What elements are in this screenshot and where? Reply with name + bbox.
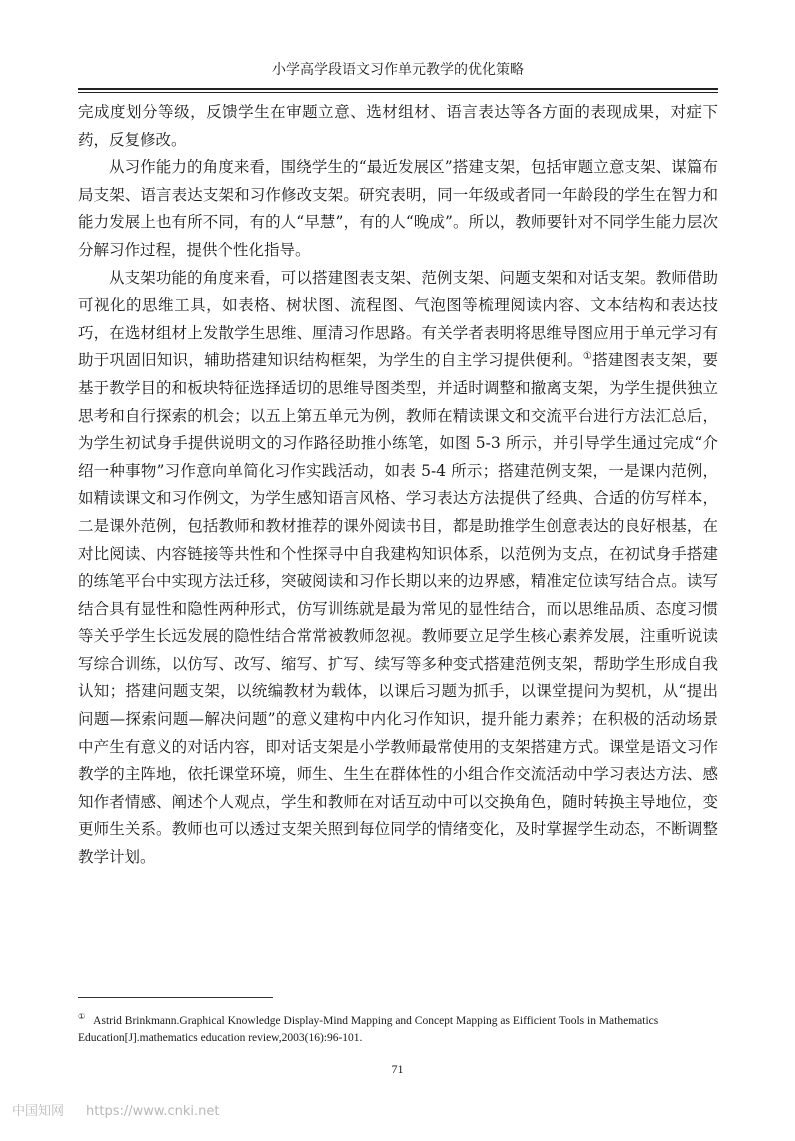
header-rule-thick — [78, 88, 718, 90]
paragraph-continuation: 完成度划分等级，反馈学生在审题立意、选材组材、语言表达等各方面的表现成果，对症下药，反复修改。 — [78, 103, 718, 149]
header-rule-thin — [78, 92, 718, 93]
footnote-reference[interactable]: ① — [582, 351, 593, 363]
footnote-rule — [78, 997, 273, 998]
cnki-watermark — [12, 1100, 219, 1119]
paragraph-ability: 从习作能力的角度来看，围绕学生的“最近发展区”搭建支架，包括审题立意支架、谋篇布局支架、语言表达支架和习作修改支架。研究表明，同一年级或者同一年龄段的学生在智力和能力发展上也有所不同，有的人“早慧”，有的人“晚成”。所以，教师要针对不同学生能力层次分解习作过程，提供个性化指导。 — [78, 158, 718, 259]
watermark-brand: 中国知网 — [12, 1104, 65, 1119]
paragraph-function-part2: 搭建图表支架，要基于教学目的和板块特征选择适切的思维导图类型，并适时调整和撤离支架，为学生提供独立思考和自行探索的机会；以五上第五单元为例，教师在精读课文和交流平台进行方法汇总后，为学生初试身手提供说明文的习作路径助推小练笔，如图 5-3 所示，并引导学生通过完成“介绍一种事物”习作意向单简化习作实践活动，如表 5-4 所示；搭建范例支架，一是课内范例，如精读课文和习作例文，为学生感知语言风格、学习表达方法提供了经典、合适的仿写样本，二是课外范例，包括教师和教材推荐的课外阅读书目，都是助推学生创意表达的良好根基，在对比阅读、内容链接等共性和个性探寻中自我建构知识体系，以范例为支点，在初试身手搭建的练笔平台中实现方法迁移，突破阅读和习作长期以来的边界感，精准定位读写结合点。读写结合具有显性和隐性两种形式，仿写训练就是最为常见的显性结合，而以思维品质、态度习惯等关乎学生长远发展的隐性结合常常被教师忽视。教师要立足学生核心素养发展，注重听说读写综合训练，以仿写、改写、缩写、扩写、续写等多种变式搭建范例支架，帮助学生形成自我认知；搭建问题支架，以统编教材为载体，以课后习题为抓手，以课堂提问为契机，从“提出问题—探索问题—解决问题”的意义建构中内化习作知识，提升能力素养；在积极的活动场景中产生有意义的对话内容，即对话支架是小学教师最常使用的支架搭建方式。课堂是语文习作教学的主阵地，依托课堂环境，师生、生生在群体性的小组合作交流活动中学习表达方法、感知作者情感、阐述个人观点，学生和教师在对话互动中可以交换角色，随时转换主导地位，变更师生关系。教师也可以透过支架关照到每位同学的情绪变化，及时掌握学生动态，不断调整教学计划。 — [78, 351, 718, 867]
paragraph-function-part1: 从支架功能的角度来看，可以搭建图表支架、范例支架、问题支架和对话支架。教师借助可视化的思维工具，如表格、树状图、流程图、气泡图等梳理阅读内容、文本结构和表达技巧，在选材组材上发散学生思维、厘清习作思路。有关学者表明将思维导图应用于单元学习有助于巩固旧知识，辅助搭建知识结构框架，为学生的自主学习提供便利。 — [78, 268, 718, 370]
page-number: 71 — [391, 1062, 404, 1076]
footnote-mark: ① — [78, 1012, 86, 1021]
watermark-url: https://www.cnki.net — [86, 1104, 220, 1119]
paragraph-function — [78, 265, 718, 872]
footnote — [78, 1008, 718, 1047]
running-header: 小学高学段语文习作单元教学的优化策略 — [272, 62, 524, 78]
footnote-text: Astrid Brinkmann.Graphical Knowledge Display-Mind Mapping and Concept Mapping as Eifficient Tools in Mathematics Education[J].mathematics education review,2003(16):96-101. — [78, 1014, 659, 1044]
body-text — [78, 99, 718, 872]
